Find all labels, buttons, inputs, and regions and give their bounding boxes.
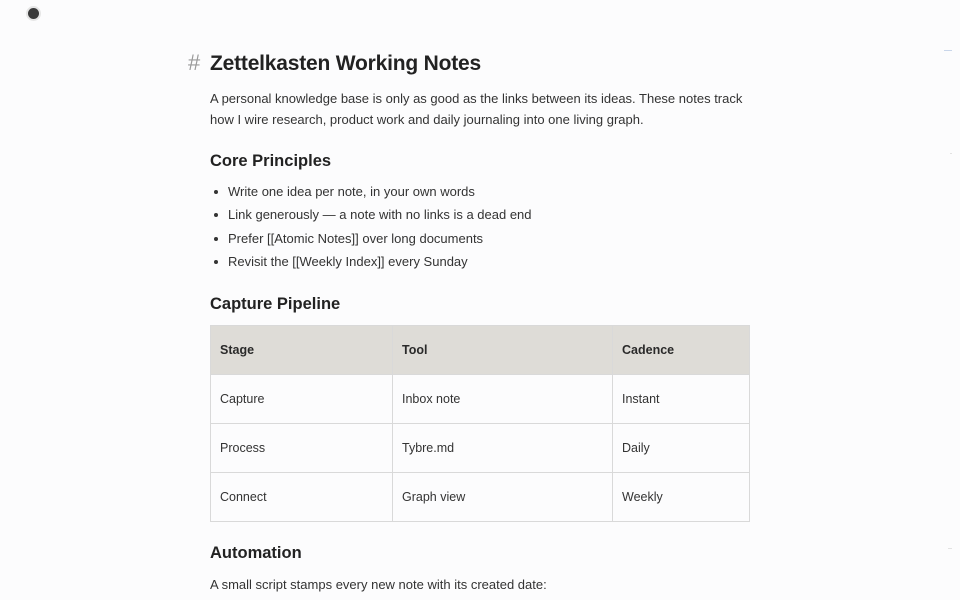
table-cell[interactable]: Process [211, 424, 393, 473]
column-header-tool[interactable]: Tool [393, 326, 613, 375]
table-cell[interactable]: Daily [613, 424, 750, 473]
table-row [211, 375, 750, 424]
table-cell[interactable]: Graph view [393, 473, 613, 522]
heading-core-principles[interactable]: Core Principles [210, 152, 332, 170]
table-cell[interactable]: Tybre.md [393, 424, 613, 473]
heading-automation[interactable]: Automation [210, 544, 302, 563]
table-header-row [211, 326, 750, 375]
column-header-stage[interactable]: Stage [211, 326, 393, 375]
window-close-dot[interactable] [28, 8, 39, 19]
table-row [211, 473, 750, 522]
document-body[interactable] [188, 46, 750, 595]
document-title-row [188, 46, 750, 82]
automation-paragraph[interactable]: A small script stamps every new note with its created date: [210, 577, 547, 593]
pipeline-table [210, 325, 750, 522]
intro-paragraph[interactable]: A personal knowledge base is only as good as the links between its ideas. These notes track how I wire research, product work and daily journaling into one living graph. [210, 91, 743, 127]
table-cell[interactable]: Instant [613, 375, 750, 424]
list-item[interactable]: Prefer [[Atomic Notes]] over long documents [210, 227, 750, 250]
document-title[interactable]: Zettelkasten Working Notes [210, 52, 481, 75]
minimap-marker [950, 153, 952, 154]
table-cell[interactable]: Weekly [613, 473, 750, 522]
table-cell[interactable]: Inbox note [393, 375, 613, 424]
list-item[interactable]: Revisit the [[Weekly Index]] every Sunday [210, 250, 750, 273]
column-header-cadence[interactable]: Cadence [613, 326, 750, 375]
principles-list [210, 180, 750, 273]
list-item[interactable]: Link generously — a note with no links is a dead end [210, 203, 750, 226]
minimap-marker [948, 548, 952, 549]
minimap-marker[interactable] [944, 50, 952, 51]
table-cell[interactable]: Connect [211, 473, 393, 522]
heading-marker: # [188, 50, 201, 75]
table-row [211, 424, 750, 473]
table-cell[interactable]: Capture [211, 375, 393, 424]
heading-capture-pipeline[interactable]: Capture Pipeline [210, 295, 341, 314]
list-item[interactable]: Write one idea per note, in your own words [210, 180, 750, 203]
